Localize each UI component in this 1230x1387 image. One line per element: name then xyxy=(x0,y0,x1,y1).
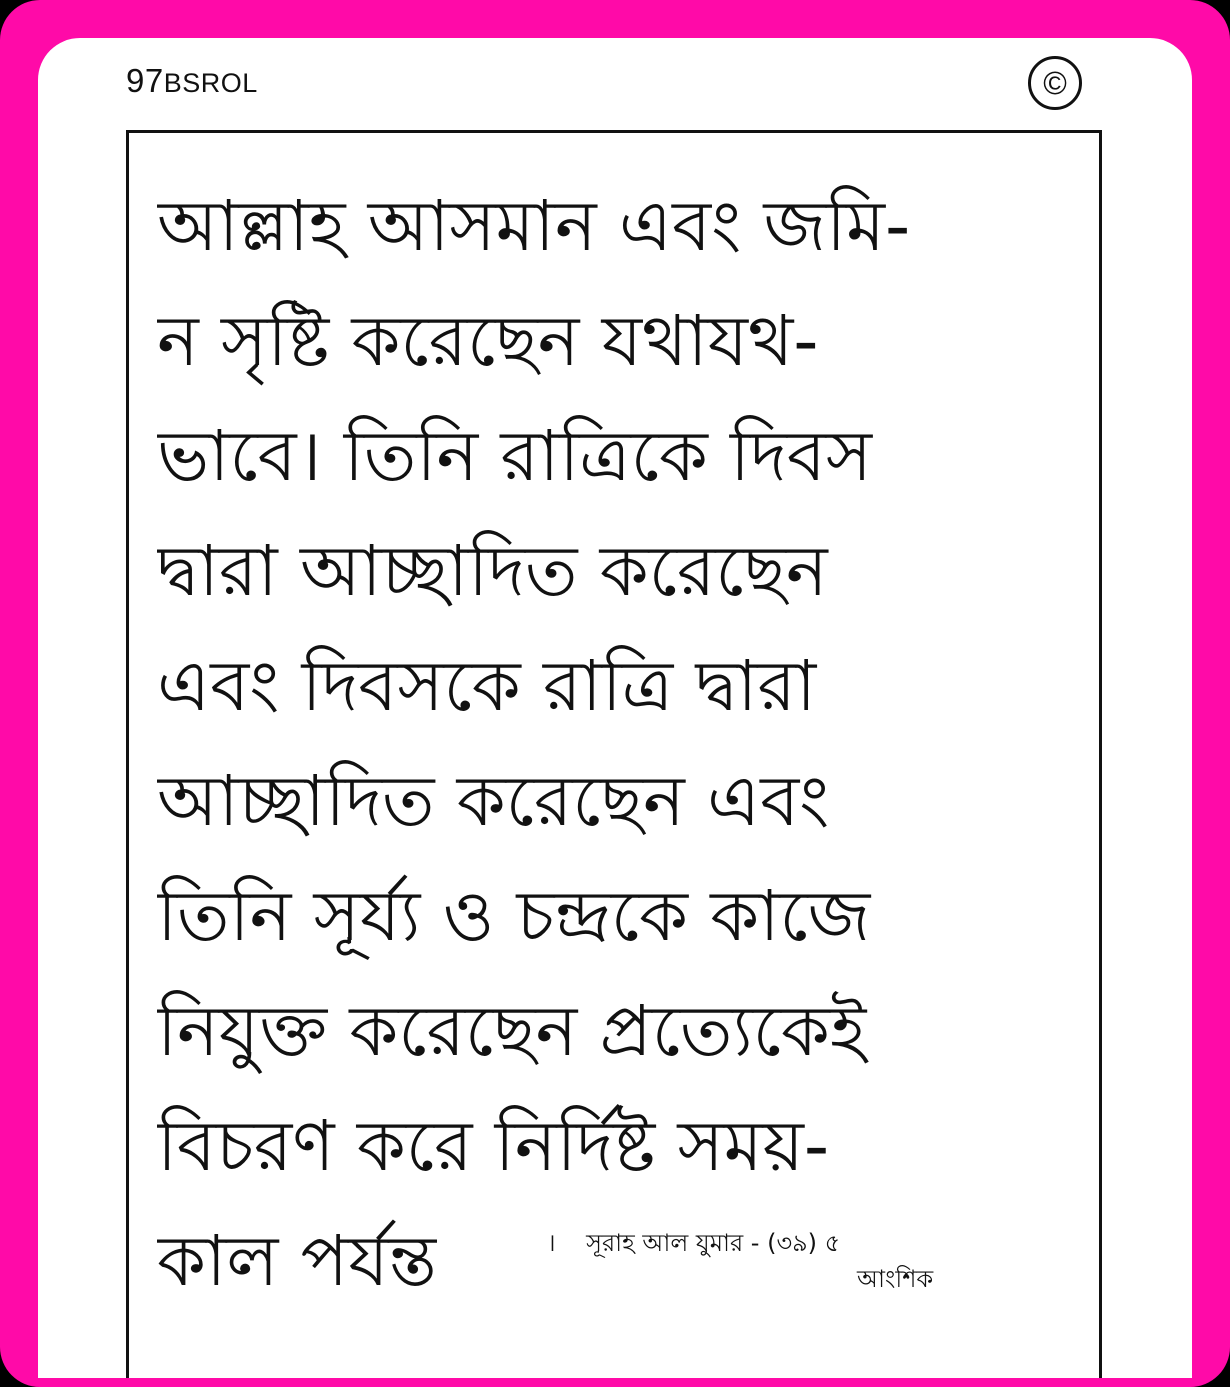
verse-line: বিচরণ করে নির্দিষ্ট সময়- xyxy=(157,1105,830,1187)
verse-line: আচ্ছাদিত করেছেন এবং xyxy=(157,760,830,842)
code-letters: BSROL xyxy=(163,68,258,98)
verse-last-row xyxy=(157,1204,1077,1319)
verse-reference xyxy=(547,1226,840,1260)
verse-box xyxy=(126,130,1102,1378)
copyright-icon: © xyxy=(1028,56,1082,110)
reference-note: আংশিক xyxy=(857,1265,934,1293)
verse-line: এবং দিবসকে রাত্রি দ্বারা xyxy=(157,645,817,727)
verse-line: কাল পর্যন্ত xyxy=(157,1220,437,1302)
verse-line: আল্লাহ আসমান এবং জমি- xyxy=(157,185,911,267)
calligraphy-card xyxy=(38,38,1192,1378)
verse-line: দ্বারা আচ্ছাদিত করেছেন xyxy=(157,530,828,612)
image-code xyxy=(126,62,258,100)
reference-separator: । xyxy=(547,1229,556,1257)
verse-line: ন সৃষ্টি করেছেন যথাযথ- xyxy=(157,300,819,382)
verse-text xyxy=(157,169,1077,1319)
reference-citation: সূরাহ আল যুমার - (৩৯) ৫ xyxy=(586,1229,841,1257)
verse-line: ভাবে। তিনি রাত্রিকে দিবস xyxy=(157,415,873,497)
code-number: 97 xyxy=(126,62,164,99)
verse-line: তিনি সূর্য্য ও চন্দ্রকে কাজে xyxy=(157,875,871,957)
verse-line: নিযুক্ত করেছেন প্রত্যেকেই xyxy=(157,990,867,1072)
